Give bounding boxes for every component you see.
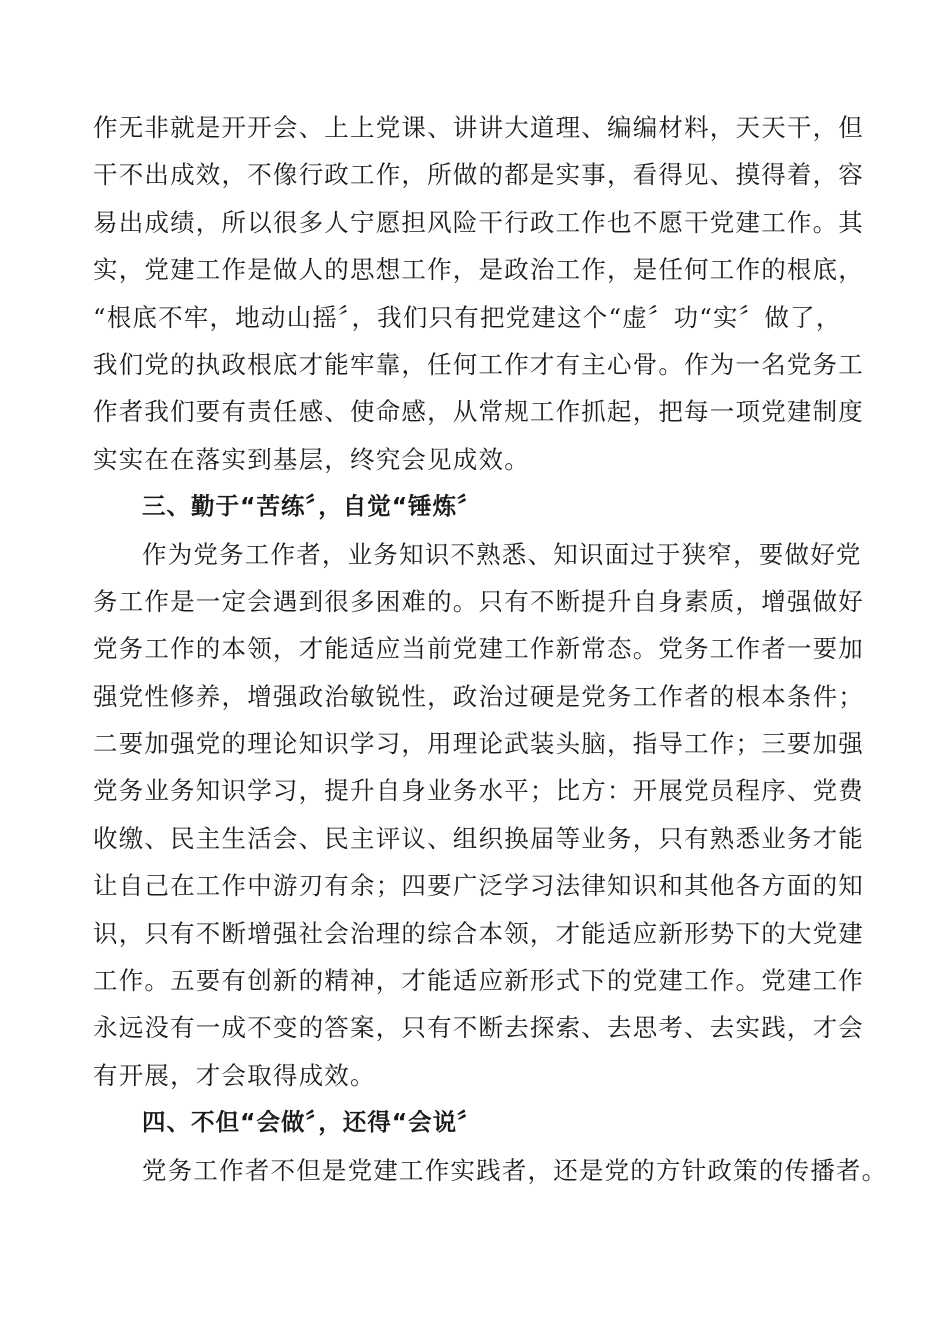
text-line: 党务业务知识学习，提升自身业务水平；比方：开展党员程序、党费 (93, 776, 864, 806)
text-line: 作者我们要有责任感、使命感，从常规工作抓起，把每一项党建制度 (93, 397, 864, 427)
section-heading-4: 四、不但“会做〞，还得“会说〞 (142, 1108, 482, 1137)
text-line: 识，只有不断增强社会治理的综合本领，才能适应新形势下的大党建 (93, 918, 864, 948)
paragraph-continuation (93, 104, 873, 483)
section-3-paragraph (93, 531, 873, 1100)
text-line: 永远没有一成不变的答案，只有不断去探索、去思考、去实践，才会 (93, 1013, 864, 1043)
text-line: 收缴、民主生活会、民主评议、组织换届等业务，只有熟悉业务才能 (93, 823, 864, 853)
text-line: 让自己在工作中游刃有余；四要广泛学习法律知识和其他各方面的知 (93, 871, 864, 901)
text-line: 强党性修养，增强政治敏锐性，政治过硬是党务工作者的根本条件； (93, 681, 864, 711)
text-line: 作无非就是开开会、上上党课、讲讲大道理、编编材料，天天干，但 (93, 113, 864, 142)
text-line: 干不出成效，不像行政工作，所做的都是实事，看得见、摸得着，容 (93, 160, 864, 190)
text-line: 务工作是一定会遇到很多困难的。只有不断提升自身素质，增强做好 (93, 586, 864, 616)
text-line: 易出成绩，所以很多人宁愿担风险干行政工作也不愿干党建工作。其 (93, 207, 864, 237)
text-line: 二要加强党的理论知识学习，用理论武装头脑，指导工作；三要加强 (93, 729, 864, 759)
text-line: 党务工作者不但是党建工作实践者，还是党的方针政策的传播者。 (142, 1155, 888, 1185)
text-line: 工作。五要有创新的精神，才能适应新形式下的党建工作。党建工作 (93, 966, 864, 996)
text-line: 我们党的执政根底才能牢靠，任何工作才有主心骨。作为一名党务工 (93, 349, 864, 379)
document-page (93, 104, 888, 1194)
text-line: 党务工作的本领，才能适应当前党建工作新常态。党务工作者一要加 (93, 634, 864, 664)
text-line: 有开展，才会取得成效。 (93, 1060, 376, 1090)
text-line: 实，党建工作是做人的思想工作，是政治工作，是任何工作的根底， (93, 255, 864, 285)
text-line: 作为党务工作者，业务知识不熟悉、知识面过于狭窄，要做好党 (142, 539, 862, 569)
section-heading-3: 三、勤于“苦练〞，自觉“锤炼〞 (142, 492, 482, 521)
text-line: 实实在在落实到基层，终究会见成效。 (93, 444, 530, 474)
text-line: “根底不牢，地动山摇〞，我们只有把党建这个“虚〞功“实〞做了， (93, 302, 842, 332)
section-4-paragraph (93, 1147, 888, 1194)
